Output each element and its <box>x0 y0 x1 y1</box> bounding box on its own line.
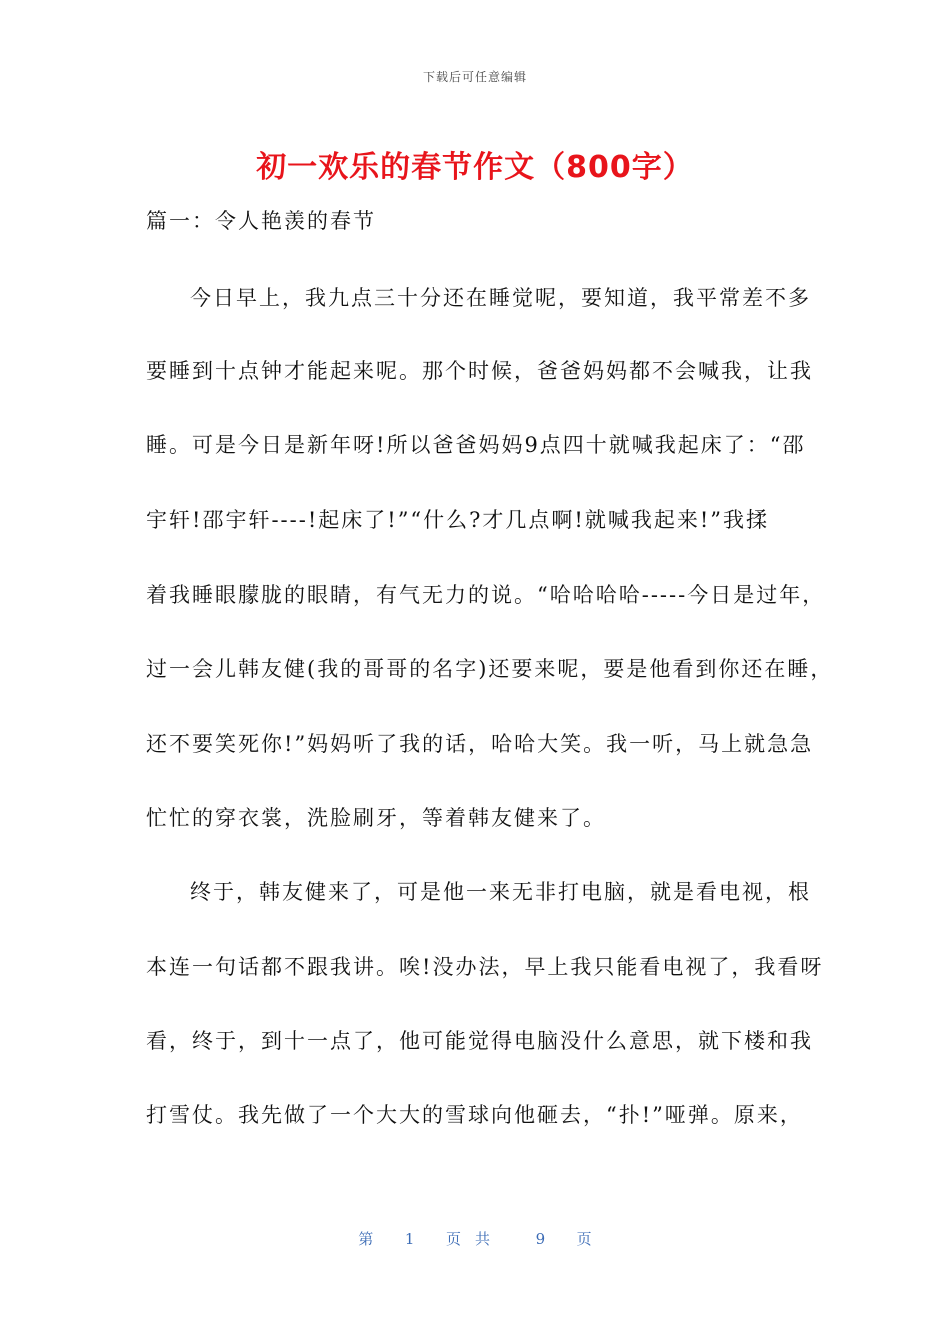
paragraph-line: 本连一句话都不跟我讲。唉!没办法，早上我只能看电视了，我看呀 <box>146 955 824 979</box>
paragraph-line: 打雪仗。我先做了一个大大的雪球向他砸去，“扑!”哑弹。原来， <box>146 1103 803 1127</box>
paragraph-line: 忙忙的穿衣裳，洗脸刷牙，等着韩友健来了。 <box>146 806 606 830</box>
header-note: 下载后可任意编辑 <box>422 70 527 84</box>
page-footer <box>0 1228 950 1249</box>
footer-mid: 页共 <box>445 1230 504 1248</box>
paragraph-line: 看，终于，到十一点了，他可能觉得电脑没什么意思，就下楼和我 <box>146 1029 813 1053</box>
paragraph-line: 今日早上，我九点三十分还在睡觉呢，要知道，我平常差不多 <box>190 286 811 310</box>
document-title: 初一欢乐的春节作文（800字） <box>256 150 694 185</box>
paragraph-line: 睡。可是今日是新年呀!所以爸爸妈妈9点四十就喊我起床了：“邵 <box>146 433 806 457</box>
paragraph-line: 终于，韩友健来了，可是他一来无非打电脑，就是看电视，根 <box>190 880 811 904</box>
footer-page-number: 1 <box>404 1230 415 1248</box>
footer-prefix: 第 <box>358 1230 374 1248</box>
paragraph-line: 过一会儿韩友健(我的哥哥的名字)还要来呢，要是他看到你还在睡， <box>146 657 834 681</box>
footer-total-pages: 9 <box>535 1230 546 1248</box>
footer-suffix: 页 <box>576 1230 592 1248</box>
paragraph-line: 着我睡眼朦胧的眼睛，有气无力的说。“哈哈哈哈-----今日是过年， <box>146 583 826 607</box>
section-heading: 篇一：令人艳羡的春节 <box>146 209 376 233</box>
paragraph-line: 要睡到十点钟才能起来呢。那个时候，爸爸妈妈都不会喊我，让我 <box>146 359 813 383</box>
paragraph-line: 宇轩!邵宇轩----!起床了!”“什么?才几点啊!就喊我起来!”我揉 <box>146 508 770 532</box>
paragraph-line: 还不要笑死你!”妈妈听了我的话，哈哈大笑。我一听，马上就急急 <box>146 732 814 756</box>
